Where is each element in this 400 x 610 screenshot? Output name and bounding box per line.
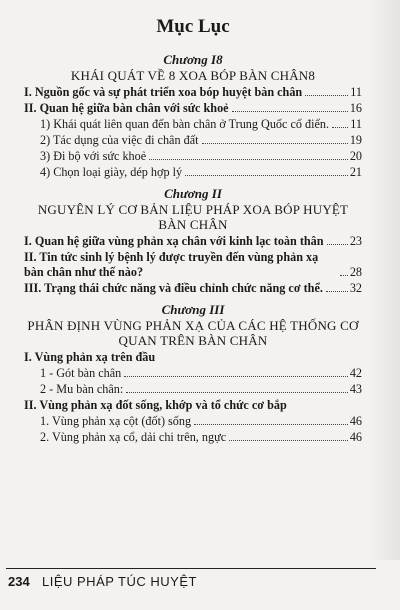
toc-entry-text: II. Vùng phản xạ đốt sống, khớp và tổ chức cơ bắp bbox=[24, 398, 287, 412]
toc-entry[interactable] bbox=[24, 382, 362, 397]
chapter-title: NGUYÊN LÝ CƠ BẢN LIỆU PHÁP XOA BÓP HUYỆT BÀN CHÂN bbox=[37, 202, 349, 232]
table-of-contents bbox=[24, 16, 362, 446]
page-edge-shadow bbox=[370, 0, 400, 560]
toc-entry-text: I. Nguồn gốc và sự phát triển xoa bóp huyệt bàn chân bbox=[24, 85, 303, 99]
toc-page-number: 32 bbox=[349, 281, 362, 295]
dot-leader bbox=[332, 127, 348, 128]
toc-page-number: 23 bbox=[349, 234, 362, 248]
toc-page-number: 20 bbox=[349, 149, 362, 163]
chapter-title: PHÂN ĐỊNH VÙNG PHẢN XẠ CỦA CÁC HỆ THỐNG CƠ QUAN TRÊN BÀN CHÂN bbox=[27, 318, 359, 348]
toc-entry-text: III. Trạng thái chức năng và điều chỉnh chức năng cơ thể. bbox=[24, 281, 323, 295]
dot-leader bbox=[327, 244, 348, 245]
toc-entry[interactable] bbox=[24, 165, 362, 180]
dot-leader bbox=[124, 376, 348, 377]
dot-leader bbox=[232, 111, 348, 112]
toc-entry-text: II. Quan hệ giữa bàn chân với sức khoẻ bbox=[24, 101, 229, 115]
chapter-title: KHÁI QUÁT VỀ 8 XOA BÓP BÀN CHÂN8 bbox=[70, 68, 316, 83]
toc-entry-text: 3) Đi bộ với sức khoẻ bbox=[40, 149, 147, 163]
dot-leader bbox=[126, 392, 348, 393]
toc-entry-text: II. Tin tức sinh lý bệnh lý được truyền đến vùng phản xạ bàn chân như thế nào? bbox=[24, 250, 319, 279]
chapter-list bbox=[24, 52, 362, 445]
toc-entry[interactable] bbox=[24, 414, 362, 429]
toc-entry[interactable] bbox=[24, 398, 362, 413]
toc-page-number: 16 bbox=[349, 101, 362, 115]
toc-entry[interactable] bbox=[24, 366, 362, 381]
toc-entry-text: 2 - Mu bàn chân: bbox=[40, 382, 124, 396]
toc-entry-text: 1) Khái quát liên quan đến bàn chân ở Trung Quốc cổ điển. bbox=[40, 117, 330, 131]
dot-leader bbox=[194, 424, 348, 425]
toc-page-number: 19 bbox=[349, 133, 362, 147]
running-title: LIỆU PHÁP TÚC HUYỆT bbox=[42, 574, 197, 589]
toc-page-number: 46 bbox=[349, 430, 362, 444]
toc-page-number: 11 bbox=[350, 85, 362, 99]
toc-entry[interactable] bbox=[24, 133, 362, 148]
toc-entry[interactable] bbox=[24, 430, 362, 445]
toc-page-number: 43 bbox=[349, 382, 362, 396]
toc-page-number: 28 bbox=[349, 265, 362, 279]
chapter-label: Chương I8 bbox=[163, 52, 223, 67]
chapter-label: Chương III bbox=[161, 302, 225, 317]
toc-page-number: 11 bbox=[350, 117, 362, 131]
toc-entry[interactable] bbox=[24, 350, 362, 365]
toc-page-number: 42 bbox=[349, 366, 362, 380]
dot-leader bbox=[340, 275, 348, 276]
toc-entry-text: 1. Vùng phản xạ cột (đốt) sống bbox=[40, 414, 192, 428]
dot-leader bbox=[202, 143, 348, 144]
toc-entry-text: 2. Vùng phản xạ cổ, dải chi trên, ngực bbox=[40, 430, 227, 444]
toc-entry-text: 4) Chọn loại giày, dép hợp lý bbox=[40, 165, 183, 179]
toc-page-number: 21 bbox=[349, 165, 362, 179]
toc-entry-text: 1 - Gót bàn chân bbox=[40, 366, 122, 380]
toc-entry[interactable] bbox=[24, 149, 362, 164]
toc-entry[interactable] bbox=[24, 117, 362, 132]
toc-entry-text: I. Vùng phản xạ trên đầu bbox=[24, 350, 156, 364]
toc-entry[interactable] bbox=[24, 250, 362, 280]
page-number: 234 bbox=[8, 574, 30, 589]
dot-leader bbox=[305, 95, 348, 96]
toc-entry[interactable] bbox=[24, 101, 362, 116]
toc-entry-text: 2) Tác dụng của việc đi chân đất bbox=[40, 133, 199, 147]
chapter-label: Chương II bbox=[164, 186, 222, 201]
dot-leader bbox=[185, 175, 348, 176]
toc-entry[interactable] bbox=[24, 85, 362, 100]
dot-leader bbox=[229, 440, 348, 441]
dot-leader bbox=[149, 159, 348, 160]
footer-rule bbox=[6, 568, 376, 569]
page-title: Mục Lục bbox=[156, 16, 230, 37]
toc-page-number: 46 bbox=[349, 414, 362, 428]
toc-entry[interactable] bbox=[24, 234, 362, 249]
dot-leader bbox=[326, 291, 348, 292]
toc-entry-text: I. Quan hệ giữa vùng phản xạ chân với kinh lạc toàn thân bbox=[24, 234, 324, 248]
toc-entry[interactable] bbox=[24, 281, 362, 296]
